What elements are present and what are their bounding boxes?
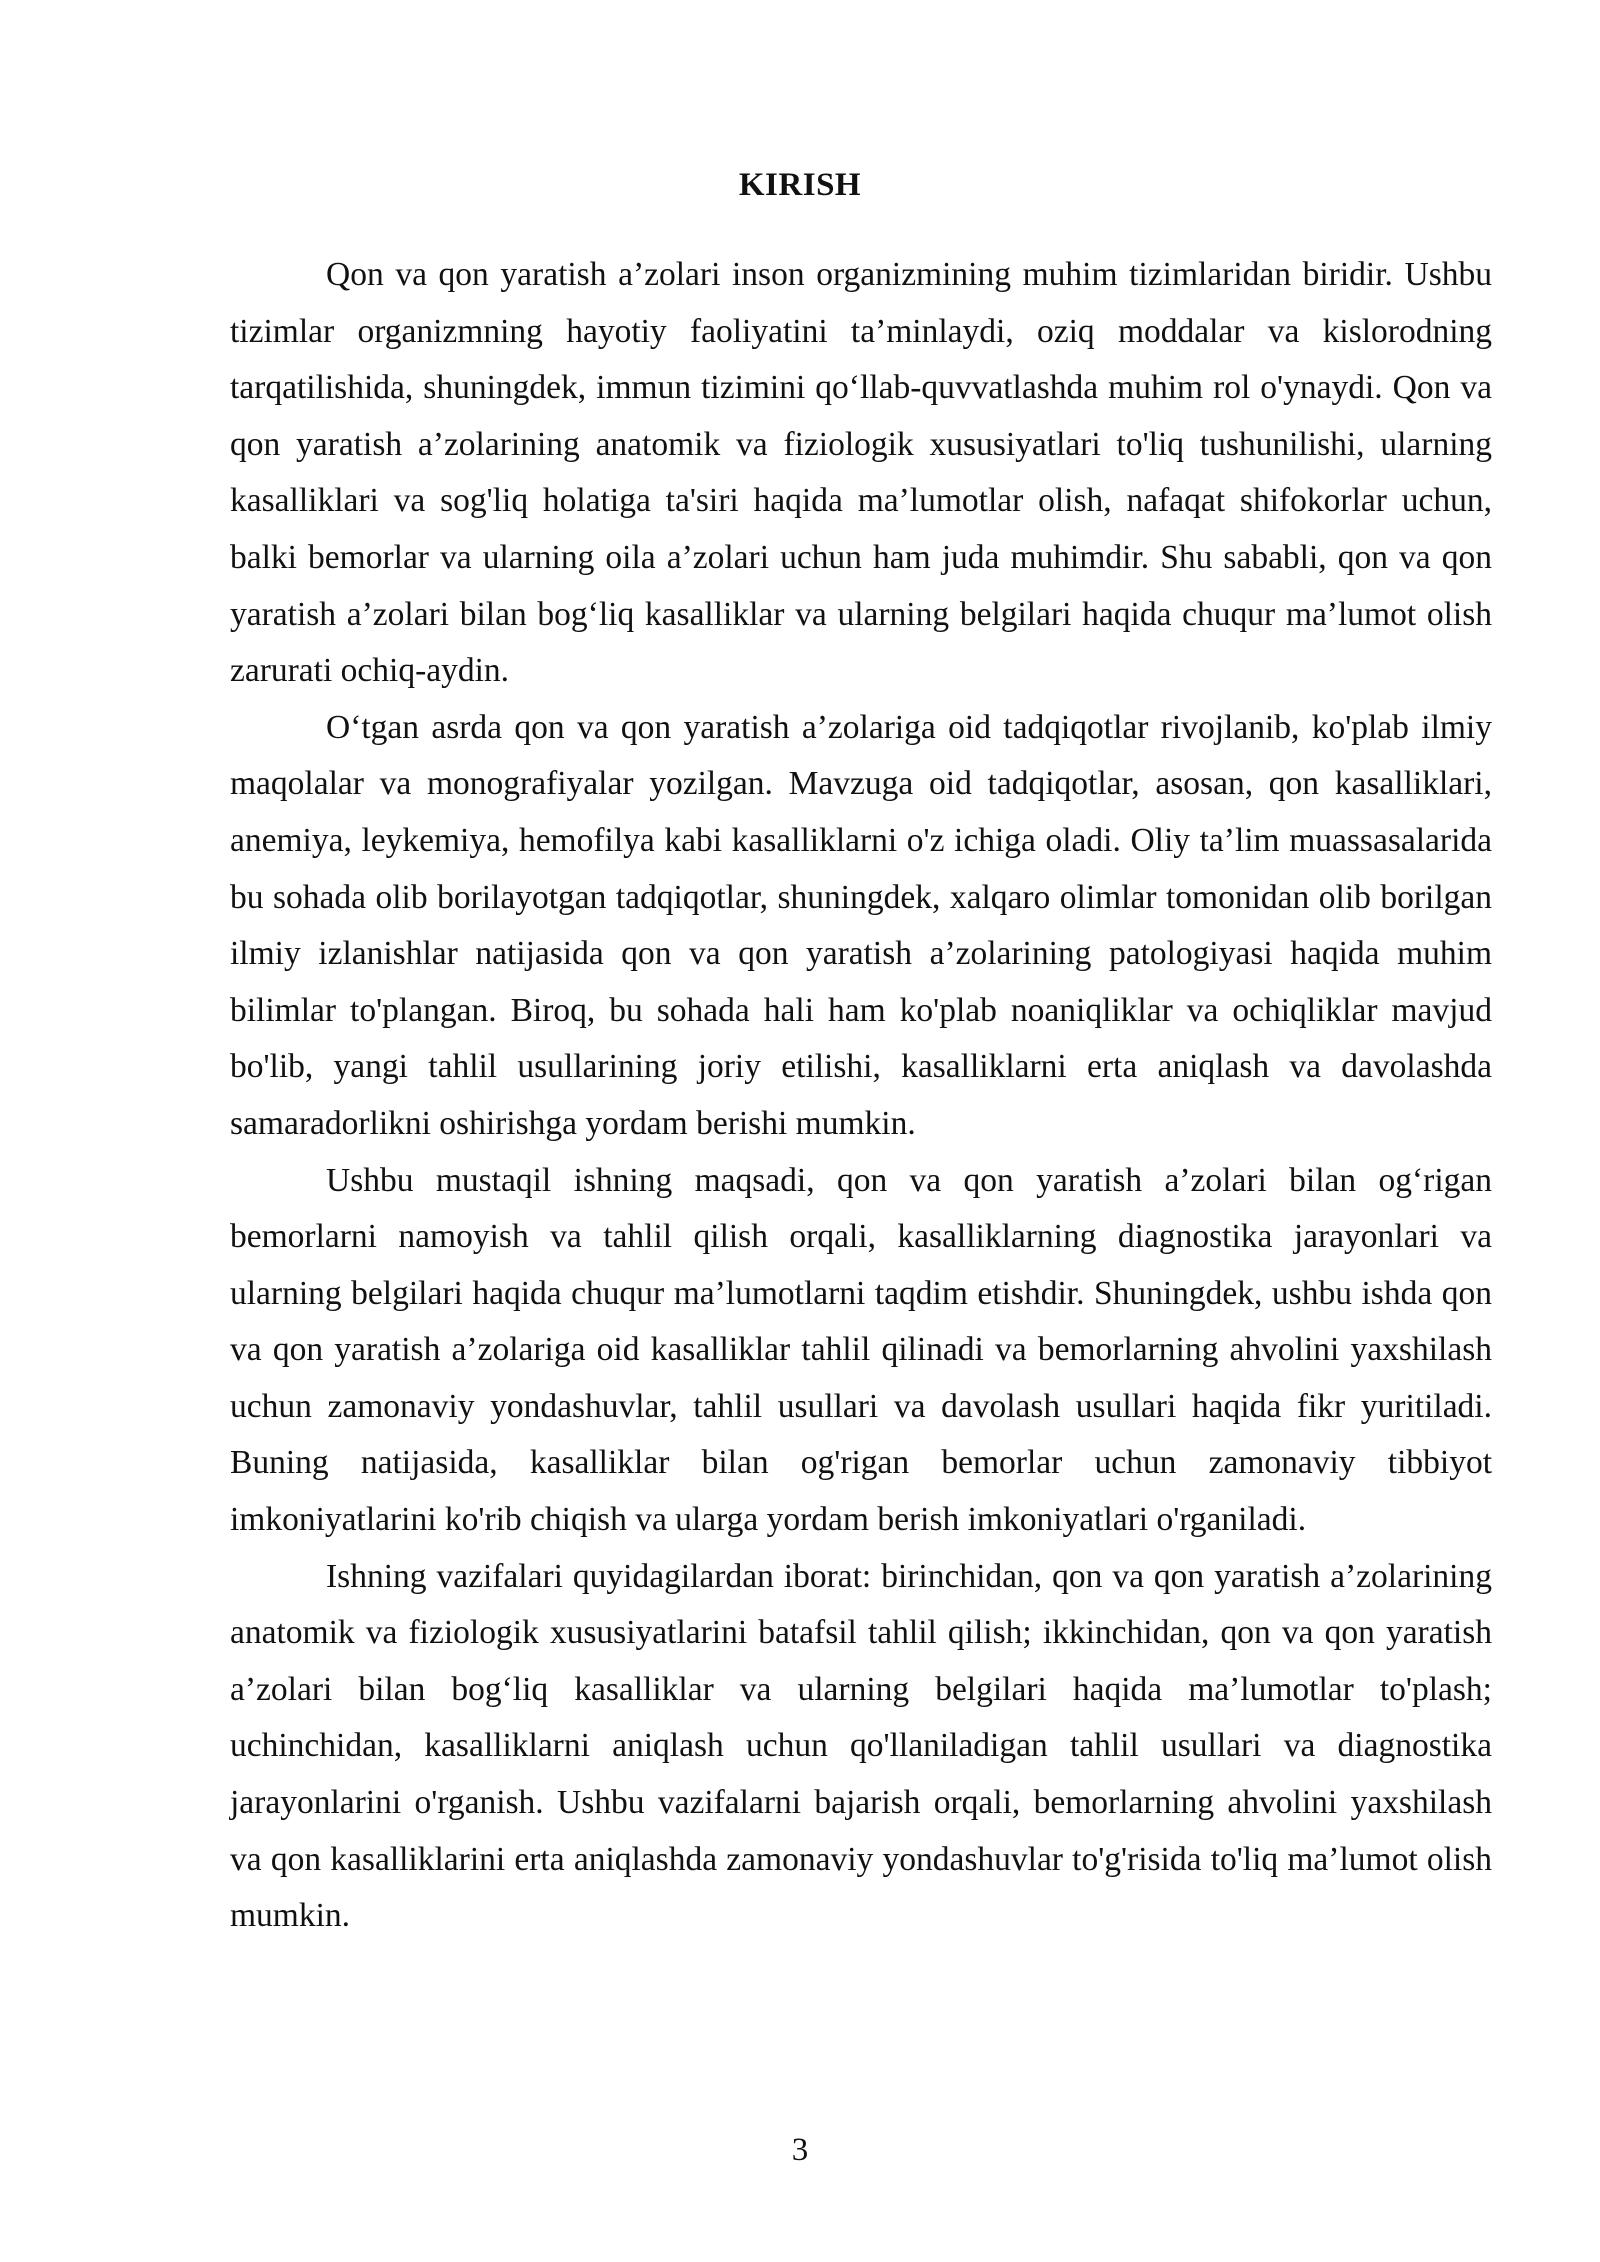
page-title: KIRISH xyxy=(738,167,862,203)
paragraph-aim: Ushbu mustaqil ishning maqsadi, qon va qon yaratish a’zolari bilan og‘rigan bemorlarni namoyish va tahlil qilish orqali, kasalliklarning diagnostika jarayonlari va ularning belgilari haqida chuqur ma’lumotlarni taqdim etishdir. Shuningdek, ushbu ishda qon va qon yaratish a’zolariga oid kasalliklar tahlil qilinadi va bemorlarning ahvolini yaxshilash uchun zamonaviy yondashuvlar, tahlil usullari va davolash usullari haqida fikr yuritiladi. Buning natijasida, kasalliklar bilan og'rigan bemorlar uchun zamonaviy tibbiyot imkoniyatlarini ko'rib chiqish va ularga yordam berish imkoniyatlari o'rganiladi. xyxy=(230,1161,1492,1539)
paragraph-background: O‘tgan asrda qon va qon yaratish a’zolariga oid tadqiqotlar rivojlanib, ko'plab ilmiy maqolalar va monografiyalar yozilgan. Mavzuga oid tadqiqotlar, asosan, qon kasalliklari, anemiya, leykemiya, hemofilya kabi kasalliklarni o'z ichiga oladi. Oliy ta’lim muassasalarida bu sohada olib borilayotgan tadqiqotlar, shuningdek, xalqaro olimlar tomonidan olib borilgan ilmiy izlanishlar natijasida qon va qon yaratish a’zolarining patologiyasi haqida muhim bilimlar to'plangan. Biroq, bu sohada hali ham ko'plab noaniqliklar va ochiqliklar mavjud bo'lib, yangi tahlil usullarining joriy etilishi, kasalliklarni erta aniqlash va davolashda samaradorlikni oshirishga yordam berishi mumkin. xyxy=(230,708,1492,1142)
paragraph-intro: Qon va qon yaratish a’zolari inson organizmining muhim tizimlaridan biridir. Ushbu tizimlar organizmning hayotiy faoliyatini ta’minlaydi, oziq moddalar va kislorodning tarqatilishida, shuningdek, immun tizimini qo‘llab-quvvatlashda muhim rol o'ynaydi. Qon va qon yaratish a’zolarining anatomik va fiziologik xususiyatlari to'liq tushunilishi, ularning kasalliklari va sog'liq holatiga ta'siri haqida ma’lumotlar olish, nafaqat shifokorlar uchun, balki bemorlar va ularning oila a’zolari uchun ham juda muhimdir. Shu sababli, qon va qon yaratish a’zolari bilan bog‘liq kasalliklar va ularning belgilari haqida chuqur ma’lumot olish zarurati ochiq-aydin. xyxy=(230,256,1492,690)
paragraph-tasks: Ishning vazifalari quyidagilardan iborat: birinchidan, qon va qon yaratish a’zolarining anatomik va fiziologik xususiyatlarini batafsil tahlil qilish; ikkinchidan, qon va qon yaratish a’zolari bilan bog‘liq kasalliklar va ularning belgilari haqida ma’lumotlar to'plash; uchinchidan, kasalliklarni aniqlash uchun qo'llaniladigan tahlil usullari va diagnostika jarayonlarini o'rganish. Ushbu vazifalarni bajarish orqali, bemorlarning ahvolini yaxshilash va qon kasalliklarini erta aniqlashda zamonaviy yondashuvlar to'g'risida to'liq ma’lumot olish mumkin. xyxy=(230,1557,1492,1935)
page-number: 3 xyxy=(791,2132,809,2168)
body-text xyxy=(230,247,1492,1945)
